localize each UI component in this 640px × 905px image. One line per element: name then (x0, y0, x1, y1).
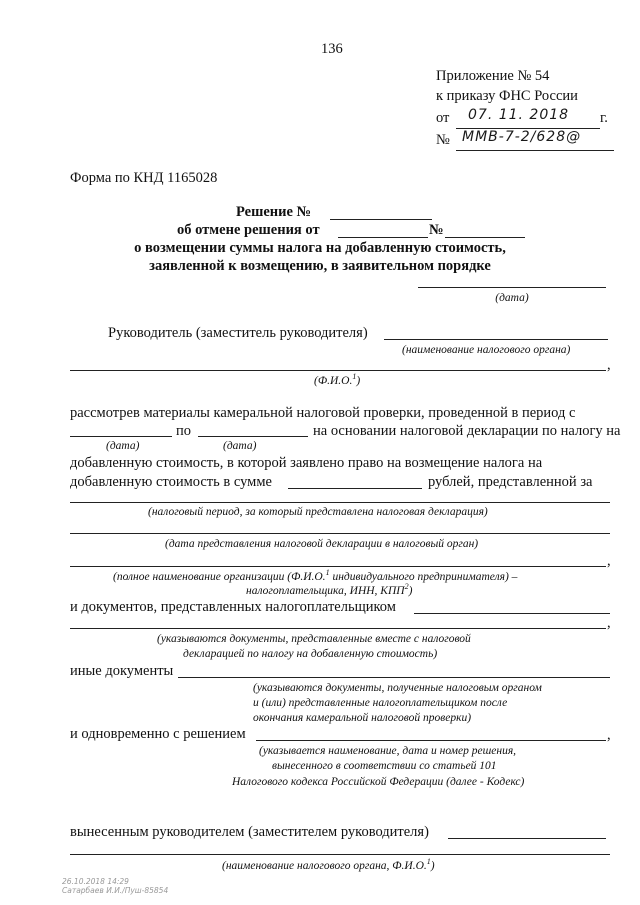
caption-other-docs-3: окончания камеральной налоговой проверки) (253, 712, 472, 724)
appendix-order: к приказу ФНС России (436, 88, 578, 104)
decision-line (256, 740, 606, 741)
org-name-line (70, 566, 606, 567)
para1-line1: рассмотрев материалы камеральной налоговой проверки, проведенной в период с (70, 405, 576, 421)
caption-decision-1: (указывается наименование, дата и номер решения, (259, 745, 517, 757)
issued-label: вынесенным руководителем (заместителем руководителя) (70, 824, 429, 840)
caption-authority-name: (наименование налогового органа) (402, 344, 571, 356)
docs-label: и документов, представленных налогоплательщиком (70, 599, 396, 615)
heading-cancel-number-line (445, 237, 525, 238)
caption-org-name-2: налогоплательщика, ИНН, КПП$^2$) (246, 582, 413, 597)
decision-date-line (418, 287, 606, 288)
caption-docs-1: (указываются документы, представленные вместе с налоговой (157, 633, 471, 645)
heading-decision: Решение № (236, 204, 312, 220)
heading-cancel-no: № (429, 222, 444, 238)
docs-line-2 (70, 628, 606, 629)
form-code: Форма по КНД 1165028 (70, 170, 218, 186)
para1-line4-b: рублей, представленной за (428, 474, 593, 490)
tax-period-line (70, 502, 610, 503)
appendix-date-handwritten: 07. 11. 2018 (468, 107, 570, 123)
other-docs-label: иные документы (70, 663, 174, 679)
para1-po: по (176, 423, 192, 439)
appendix-date-prefix: от (436, 110, 450, 126)
heading-cancel-label: об отмене решения от (177, 222, 320, 238)
caption-fio: (Ф.И.О.$^1$) (314, 372, 361, 387)
para1-line4-a: добавленную стоимость в сумме (70, 474, 272, 490)
caption-date-to: (дата) (223, 440, 257, 452)
period-to-line (198, 436, 308, 437)
caption-tax-period: (налоговый период, за который представлена налоговая декларация) (148, 506, 488, 518)
caption-org-name-1: (полное наименование организации (Ф.И.О.$^1$ индивидуального предпринимателя) – (113, 568, 518, 583)
caption-authority-fio: (наименование налогового органа, Ф.И.О.$^1$) (222, 857, 435, 872)
decision-label: и одновременно с решением (70, 726, 246, 742)
decision-comma: , (607, 727, 611, 743)
docs-line-1 (414, 613, 610, 614)
caption-declaration-date: (дата представления налоговой декларации в налоговый орган) (165, 538, 479, 550)
caption-date: (дата) (495, 292, 529, 304)
caption-date-from: (дата) (106, 440, 140, 452)
heading-vat-line: о возмещении суммы налога на добавленную стоимость, (134, 240, 506, 256)
footer-stamp-date: 26.10.2018 14:29 (62, 877, 129, 886)
fio-line (70, 370, 606, 371)
caption-docs-2: декларацией по налогу на добавленную стоимость) (183, 648, 438, 660)
period-from-line (70, 436, 172, 437)
authority-name-line (384, 339, 608, 340)
declaration-date-line (70, 533, 610, 534)
heading-cancel-date-line (338, 237, 428, 238)
caption-other-docs-1: (указываются документы, полученные налоговым органом (253, 682, 542, 694)
docs-comma: , (607, 615, 611, 631)
heading-number-line (330, 219, 432, 220)
org-comma: , (607, 553, 611, 569)
appendix-number-handwritten: ММВ-7-2/628@ (462, 129, 582, 145)
issued-line-1 (448, 838, 606, 839)
issued-line-2 (70, 854, 610, 855)
appendix-date-suffix: г. (600, 110, 608, 126)
para1-line2-rest: на основании налоговой декларации по налогу на (313, 423, 621, 439)
caption-decision-3: Налогового кодекса Российской Федерации (далее - Кодекс) (232, 776, 525, 788)
appendix-number-line (456, 150, 614, 151)
footer-stamp-user: Сатарбаев И.И./Пуш-85854 (62, 886, 169, 895)
caption-decision-2: вынесенного в соответствии со статьей 101 (272, 760, 497, 772)
fio-comma: , (607, 357, 611, 373)
amount-line (288, 488, 422, 489)
para1-line3: добавленную стоимость, в которой заявлено право на возмещение налога на (70, 455, 543, 471)
page-number: 136 (321, 41, 343, 57)
other-docs-line (178, 677, 610, 678)
heading-declarative-line: заявленной к возмещению, в заявительном порядке (149, 258, 491, 274)
appendix-number-prefix: № (436, 132, 450, 148)
caption-other-docs-2: и (или) представленные налогоплательщиком после (253, 697, 508, 709)
head-label: Руководитель (заместитель руководителя) (108, 325, 368, 341)
appendix-title: Приложение № 54 (436, 68, 550, 84)
